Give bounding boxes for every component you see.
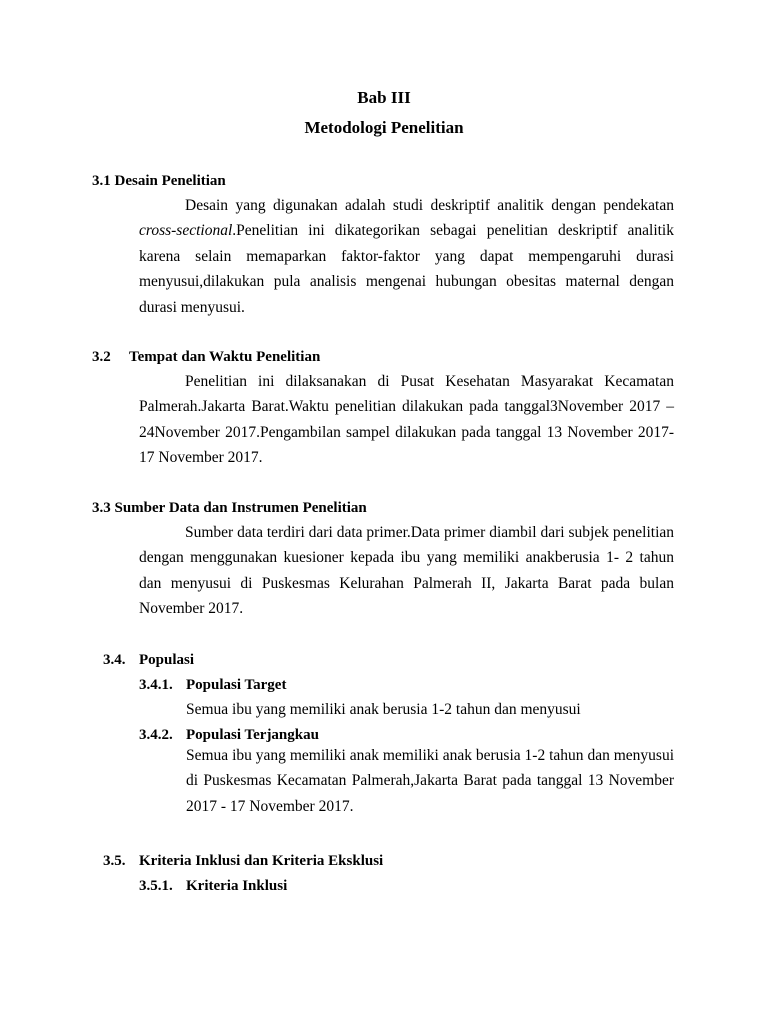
section-3-1-text-lead: Desain yang digunakan adalah studi deskriptif analitik dengan pendekatan [185, 197, 674, 214]
section-3-4-number: 3.4. [103, 652, 126, 668]
section-3-4-1-title: Populasi Target [186, 677, 287, 693]
chapter-number: Bab III [357, 88, 411, 107]
section-3-1-text-italic: cross-sectional [139, 222, 233, 240]
section-3-2-heading [92, 348, 320, 366]
section-3-5-1-title: Kriteria Inklusi [186, 878, 288, 894]
section-3-5-heading [103, 852, 383, 870]
section-3-4-1-text: Semua ibu yang memiliki anak berusia 1-2 tahun dan menyusui [186, 701, 581, 718]
section-3-1-heading: 3.1 Desain Penelitian [92, 173, 226, 189]
section-3-4-2-paragraph: Semua ibu yang memiliki anak memiliki anak berusia 1-2 tahun dan menyusui di Puskesmas Kecamatan Palmerah,Jakarta Barat pada tanggal 13 November 2017 - 17 November 2017. [186, 747, 674, 815]
section-3-2-title: Tempat dan Waktu Penelitian [129, 349, 321, 365]
section-3-2-paragraph [139, 369, 674, 471]
section-3-3-text: Sumber data terdiri dari data primer.Data primer diambil dari subjek penelitian dengan menggunakan kuesioner kepada ibu yang memiliki anakberusia 1- 2 tahun dan menyusui di Puskesmas Kelurahan Palmerah II, Jakarta Barat pada bulan November 2017. [139, 524, 674, 618]
section-3-2-text: Penelitian ini dilaksanakan di Pusat Kesehatan Masyarakat Kecamatan Palmerah.Jakarta Barat.Waktu penelitian dilakukan pada tanggal3November 2017 – 24November 2017.Pengambilan sampel dilakukan pada tanggal 13 November 2017-17 November 2017. [139, 373, 674, 467]
section-3-5-1-number: 3.5.1. [139, 878, 173, 894]
section-3-4-heading [103, 651, 194, 669]
chapter-title: Metodologi Penelitian [304, 118, 464, 137]
section-3-4-1-number: 3.4.1. [139, 677, 173, 693]
section-3-5-number: 3.5. [103, 853, 126, 869]
section-3-1-paragraph [139, 193, 674, 320]
section-3-4-2-heading [139, 726, 319, 744]
section-3-1-text-rest: .Penelitian ini dikategorikan sebagai penelitian deskriptif analitik karena selain memaparkan faktor-faktor yang dapat mempengaruhi durasi menyusui,dilakukan pula analisis mengenai hubungan obesitas maternal dengan durasi menyusui. [139, 222, 674, 316]
section-3-4-2-number: 3.4.2. [139, 727, 173, 743]
section-3-2-number: 3.2 [92, 349, 111, 365]
section-3-5-1-heading [139, 877, 287, 895]
section-3-4-title: Populasi [139, 652, 195, 668]
section-3-3-heading: 3.3 Sumber Data dan Instrumen Penelitian [92, 500, 367, 516]
section-3-5-title: Kriteria Inklusi dan Kriteria Eksklusi [139, 853, 384, 869]
section-3-4-2-title: Populasi Terjangkau [186, 727, 319, 743]
section-3-3-paragraph [139, 520, 674, 622]
section-3-4-1-heading [139, 676, 286, 694]
